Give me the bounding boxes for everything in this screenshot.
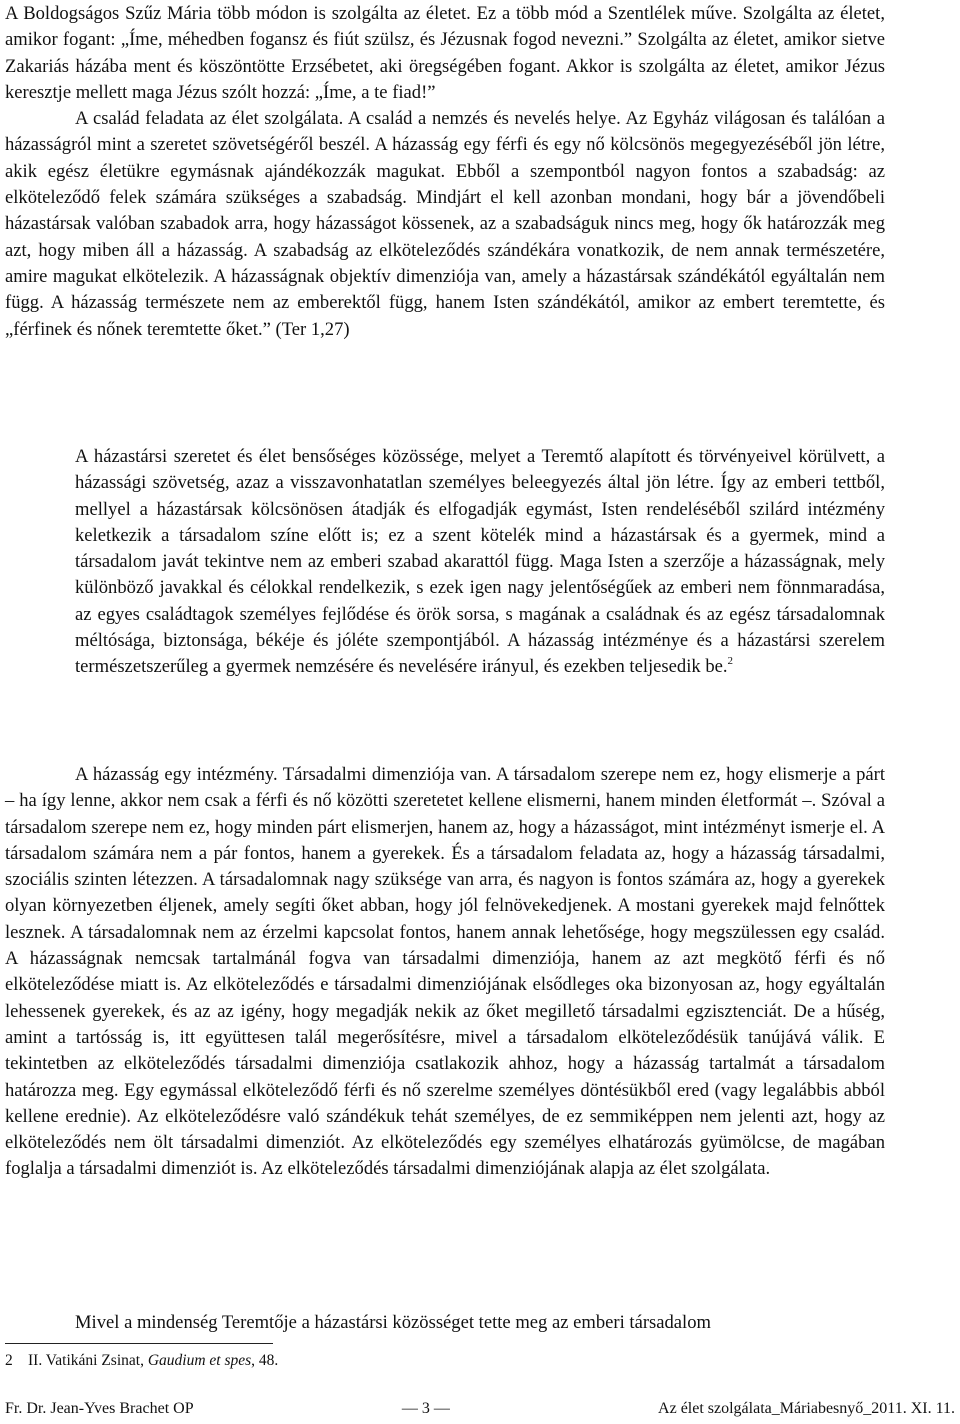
paragraph-creator-community xyxy=(5,1310,885,1336)
paragraph-mary-serves-life xyxy=(5,1,885,343)
footnote-reference[interactable]: 2 xyxy=(727,655,734,668)
footer-author: Fr. Dr. Jean-Yves Brachet OP xyxy=(5,1400,194,1417)
footnote-separator xyxy=(5,1343,273,1344)
footnote-source: II. Vatikáni Zsinat, xyxy=(28,1352,144,1369)
footnote-number: 2 xyxy=(5,1352,13,1369)
page-footer xyxy=(5,1398,955,1420)
footer-page-number: — 3 — xyxy=(401,1400,450,1417)
paragraph-text: A Boldogságos Szűz Mária több módon is szolgálta az életet. Ez a több mód a Szentlélek műve. Szolgálta az életet, amikor fogant: „Íme, méhedben fogansz és fiút szülsz, és Jézusnak fogod nevezni.” Szolgálta az életet, amikor sietve Zakariás házába ment és köszöntötte Erzsébetet, aki öregségében fogant. Akkor is szolgálta az életet, amikor Jézus keresztje mellett maga Jézus szólt hozzá: „Íme, a te fiad!” xyxy=(5,3,885,103)
footnote xyxy=(5,1351,278,1371)
paragraph-marriage-institution xyxy=(5,762,885,1183)
quote-text: A házastársi szeretet és élet bensőséges közössége, melyet a Teremtő alapított és törvényeivel körülvett, a házassági szövetség, azaz a visszavonhatatlan személyes beleegyezés által jön létre. Így az emberi tettből, mellyel a házastársak kölcsönösen átadják és elfogadják egymást, Isten rendeléséből szilárd intézmény keletkezik a társadalom színe előtt is; ez a szent kötelék mind a házastársak és a gyermek, mind a társadalom javát tekintve nem az emberi szabad akarattól függ. Maga Isten a szerzője a házasságnak, mely különböző javakkal és célokkal rendelkezik, s ezek igen nagy jelentőségűek az emberi nem fönnmaradása, az egyes családtagok személyes fejlődése és örök sorsa, s magának a családnak és az egész társadalomnak méltósága, biztonsága, békéje és jóléte szempontjából. A házasság intézménye és a házastársi szerelem természetszerűleg a gyermek nemzésére és nevelésére irányul, és ezekben teljesedik be. xyxy=(75,446,885,678)
paragraph-family-task-text: A család feladata az élet szolgálata. A család a nemzés és nevelés helye. Az Egyház világosan és találóan a házasságról mint a szeretet szövetségéről beszél. A házasság egy férfi és egy nő kölcsönös megegyezéséből jön létre, akik egész életükre egymásnak ajándékozzák magukat. Ebből a szempontból nagyon fontos a szabadság: az elköteleződő felek számára szükséges a szabadság. Mindjárt el kell azonban mondani, hogy bár a jövendőbeli házastársak valóban szabadok arra, hogy házasságot kössenek, az a szabadságuk nincs meg, hogy ők határozzák meg azt, hogy miben áll a házasság. A szabadság az elköteleződés szándékára vonatkozik, de nem annak természetére, amire magukat elkötelezik. A házasságnak objektív dimenziója van, amely a házastársak szándékától egyáltalán nem függ. A házasság természete nem az emberektől függ, hanem Isten szándékától, amikor az embert teremtette, és „férfinek és nőnek teremtette őket.” (Ter 1,27) xyxy=(5,108,885,340)
paragraph-text: A házasság egy intézmény. Társadalmi dimenziója van. A társadalom szerepe nem ez, hogy elismerje a párt – ha így lenne, akkor nem csak a férfi és nő közötti szeretetet kellene elismerni, hanem minden életformát –. Szóval a társadalom szerepe nem ez, hogy minden párt elismerjen, hanem az, hogy a házasságot, mint intézményt ismerje el. A társadalom számára nem a pár fontos, hanem a gyerekek. És a társadalom feladata az, hogy a házasság társadalmi, szociális szinten létezzen. A társadalomnak nagy szüksége van arra, és nagyon is fontos számára az, hogy a gyerekek olyan környezetben éljenek, amely segíti őket abban, hogy jól felnövekedjenek. A mostani gyerekek majd felnőttek lesznek. A társadalomnak nem az érzelmi kapcsolat fontos, hanem annak lehetősége, hogy megszülessen egy család. A házasságnak nemcsak tartalmánál fogva van társadalmi dimenziója, hanem az azt megkötő férfi és nő elköteleződése miatt is. Az elköteleződés e társadalmi dimenziójának elsődleges oka bizonyosan az, hogy egyáltalán lehessenek gyerekek, és az az igény, hogy megadják nekik az őket megillető társadalmi egzisztenciát. De a hűség, amint a tartósság is, itt együttesen talál megerősítésre, mivel a társadalom elköteleződésük tanújává válik. E tekintetben az elköteleződés társadalmi dimenziója csatlakozik ahhoz, hogy a házasság tartalmát a társadalom határozza meg. Egy egymással elköteleződő férfi és nő szerelme személyes döntésükből ered (vagy legalábbis abból kellene erednie). Az elköteleződésre való szándékuk tehát személyes, de ez semmiképpen nem jelenti azt, hogy az elköteleződés nem ölt társadalmi dimenziót. Az elköteleződés egy személyes elhatározás gyümölcse, de magában foglalja a társadalmi dimenziót is. Az elköteleződés társadalmi dimenziójának alapja az élet szolgálata. xyxy=(5,764,885,1180)
footnote-page: , 48. xyxy=(251,1352,279,1369)
footer-document-title: Az élet szolgálata_Máriabesnyő_2011. XI. 11. xyxy=(658,1400,955,1417)
footnote-title: Gaudium et spes xyxy=(147,1352,252,1369)
blockquote-conjugal-love xyxy=(75,444,885,681)
paragraph-text: Mivel a mindenség Teremtője a házastársi közösséget tette meg az emberi társadalom xyxy=(75,1312,711,1333)
